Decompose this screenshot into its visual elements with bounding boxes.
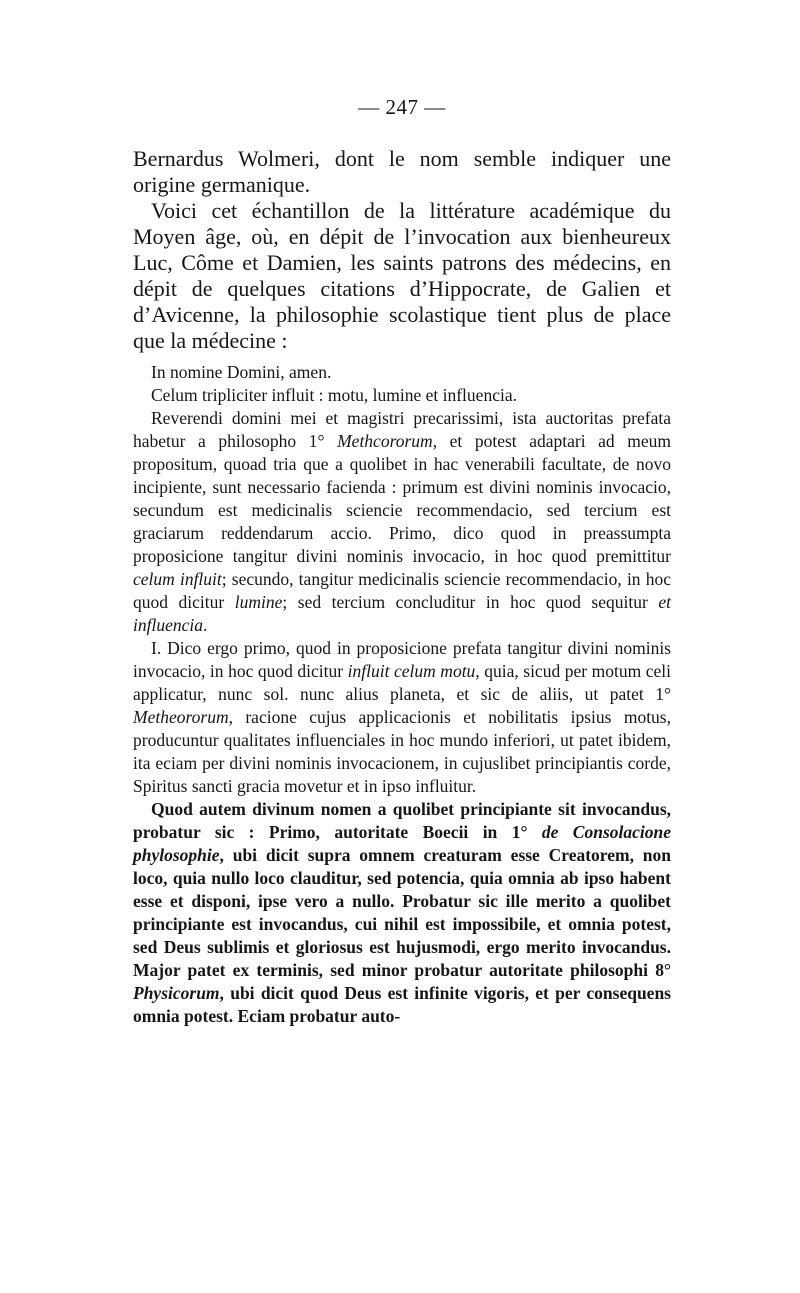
latin-p1-phrase-et-influencia: et influencia [133, 592, 671, 635]
latin-p1-text-i: . [202, 615, 208, 635]
latin-paragraph-3 [133, 798, 671, 1028]
latin-p1-text-a: Reverendi domini mei et magistri precarissimi, ista auctoritas prefata habetur a philosopho 1° [133, 408, 671, 451]
latin-paragraph-1 [133, 407, 671, 637]
intro-paragraph-1: Bernardus Wolmeri, dont le nom semble indiquer une origine germanique. [133, 146, 671, 197]
latin-p1-text-e: ; secundo, tangitur medicinalis sciencie recommendacio, in hoc quod dicitur [133, 569, 671, 612]
page-number: — 247 — [358, 95, 446, 119]
latin-quotation [133, 361, 671, 1028]
latin-paragraph-2 [133, 637, 671, 798]
latin-p3-citation-physicorum: Physicorum [133, 983, 220, 1003]
french-introduction [133, 146, 671, 354]
latin-p3-text-c: , ubi dicit supra omnem creaturam esse Creatorem, non loco, quia nullo loco clauditur, sed potencia, quia omnia ab ipso habent esse et disponi, ipse vero a nullo. Probatur sic ille merito a quolibet principiante est invocandus, cui nihil est impossibile, et omnia potest, sed Deus sublimis et gloriosus est hujusmodi, ergo merito invocandus. Major patet ex terminis, sed minor probatur autoritate philosophi 8° [133, 845, 671, 980]
latin-p1-phrase-lumine: lumine [234, 592, 283, 612]
latin-p1-text-c: , et potest adaptari ad meum propositum, quoad tria que a quolibet in hac venerabili facultate, de novo incipiente, sunt necessario facienda : primum est divini nominis invocacio, secundum est medicinalis sciencie recommendacio, sed tercium est graciarum reddendarum accio. Primo, dico quod in preassumpta proposicione tangitur divini nominis invocacio, in hoc quod premittitur [133, 431, 671, 566]
latin-p2-citation-metheororum: Metheororum [133, 707, 229, 727]
latin-p2-text-c: , quia, sicud per motum celi applicatur, nunc sol. nunc alius planeta, et sic de aliis, ut patet 1° [133, 661, 671, 704]
latin-p2-phrase-influit-celum-motu: influit celum motu [347, 661, 476, 681]
latin-p3-citation-consolacione: de Consolacione phylosophie [133, 822, 671, 865]
book-page [133, 92, 671, 1028]
latin-p3-text-e: , ubi dicit quod Deus est infinite vigoris, et per consequens omnia potest. Eciam probatur auto- [133, 983, 671, 1026]
latin-p2-text-a: I. Dico ergo primo, quod in proposicione prefata tangitur divini nominis invocacio, in hoc quod dicitur [133, 638, 671, 681]
latin-invocation-line: In nomine Domini, amen. [151, 362, 332, 382]
intro-paragraph-2: Voici cet échantillon de la littérature académique du Moyen âge, où, en dépit de l’invocation aux bienheureux Luc, Côme et Damien, les saints patrons des médecins, en dépit de quelques citations d’Hippocrate, de Galien et d’Avicenne, la philosophie scolastique tient plus de place que la médecine : [133, 198, 671, 353]
latin-p3-text-a: Quod autem divinum nomen a quolibet principiante sit invocandus, probatur sic : Primo, autoritate Boecii in 1° [133, 799, 671, 842]
latin-p1-phrase-celum-influit: celum influit [133, 569, 222, 589]
latin-p2-text-e: , racione cujus applicacionis et nobilitatis ipsius motus, producuntur qualitates influenciales in hoc mundo inferiori, ut patet ibidem, ita eciam per divini nominis invocacionem, in cujuslibet principiantis corde, Spiritus sancti gracia movetur et in ipso influitur. [133, 707, 671, 796]
latin-p1-citation-methcororum: Methcororum [337, 431, 433, 451]
latin-p1-text-g: ; sed tercium concluditur in hoc quod sequitur [282, 592, 659, 612]
latin-thesis-line: Celum tripliciter influit : motu, lumine et influencia. [151, 385, 517, 405]
